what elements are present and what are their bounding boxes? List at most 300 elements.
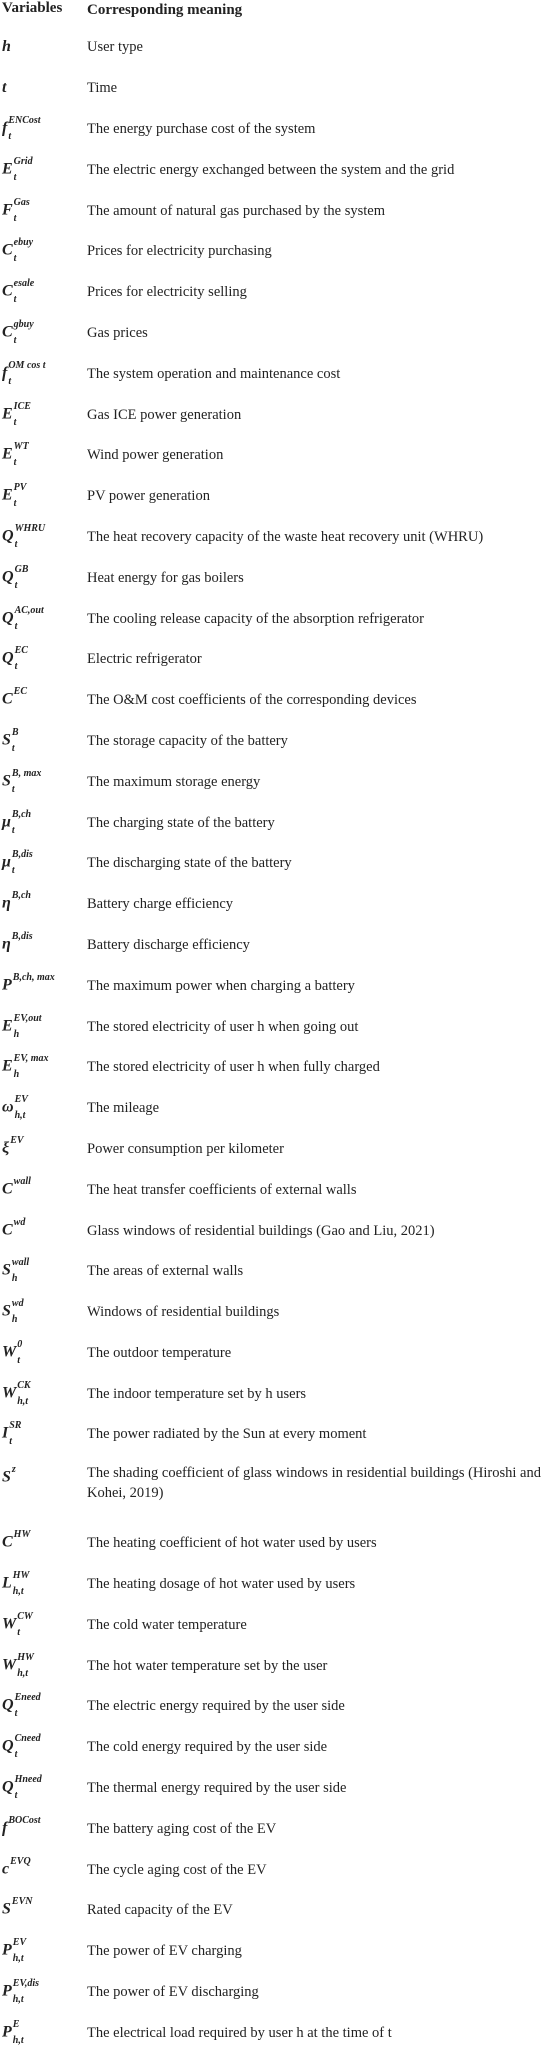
symbol-superscript: EC: [13, 686, 28, 698]
variable-symbol: [0, 1528, 87, 1558]
variable-symbol: [0, 848, 87, 878]
symbol-subscript: t: [9, 1436, 13, 1448]
variable-meaning: Battery discharge efficiency: [87, 936, 250, 953]
symbol-subscript: t: [11, 742, 15, 754]
variable-meaning: The cooling release capacity of the absorption refrigerator: [87, 610, 424, 627]
symbol-superscript: Cneed: [14, 1733, 41, 1745]
symbol-scripts: [12, 808, 62, 838]
symbol-superscript: wd: [13, 1216, 26, 1228]
symbol-superscript: ENCost: [8, 114, 41, 126]
table-row: [0, 639, 558, 680]
symbol-subscript: t: [14, 661, 18, 673]
variable-symbol: [0, 604, 87, 634]
symbol-base: S: [2, 1901, 11, 1919]
symbol-scripts: [12, 1297, 62, 1327]
symbol-scripts: [14, 1175, 64, 1205]
table-row: [0, 2012, 558, 2053]
symbol-superscript: EV: [12, 1937, 27, 1949]
symbol-scripts: [14, 318, 64, 348]
symbol-scripts: [15, 522, 65, 552]
variable-symbol: [0, 767, 87, 797]
symbol-base: S: [2, 731, 11, 749]
symbol-base: E: [2, 1057, 13, 1075]
variable-symbol: [0, 155, 87, 185]
table-body: [0, 27, 558, 2053]
variable-symbol: [0, 1814, 87, 1844]
symbol-scripts: [14, 196, 64, 226]
table-row: [0, 1972, 558, 2013]
symbol-base: h: [2, 38, 11, 56]
variable-symbol: [0, 1732, 87, 1762]
symbol-superscript: EV,out: [13, 1012, 42, 1024]
symbol-superscript: EC: [14, 645, 28, 657]
symbol-base: C: [2, 242, 13, 260]
variable-meaning: User type: [87, 39, 143, 56]
symbol-scripts: [10, 1134, 60, 1164]
variable-symbol: [0, 359, 87, 389]
variable-symbol: [0, 1463, 87, 1493]
variable-meaning: The indoor temperature set by h users: [87, 1385, 307, 1402]
symbol-base: Q: [2, 1697, 14, 1715]
symbol-base: S: [2, 1302, 11, 1320]
variable-symbol: [0, 726, 87, 756]
symbol-base: Q: [2, 650, 14, 668]
variable-meaning: The energy purchase cost of the system: [87, 120, 316, 137]
variable-symbol: [0, 1977, 87, 2007]
symbol-base: E: [2, 1017, 13, 1035]
symbol-scripts: [15, 563, 65, 593]
symbol-scripts: [17, 1610, 67, 1640]
symbol-superscript: CW: [17, 1610, 33, 1622]
symbol-base: W: [2, 1656, 17, 1674]
symbol-subscript: h,t: [12, 1994, 24, 2006]
symbol-base: f: [2, 1819, 8, 1837]
variable-meaning: Heat energy for gas boilers: [87, 569, 244, 586]
variable-meaning: PV power generation: [87, 488, 210, 505]
variable-symbol: [0, 114, 87, 144]
symbol-base: Q: [2, 1778, 14, 1796]
symbol-superscript: CK: [17, 1379, 31, 1391]
symbol-base: ω: [2, 1098, 14, 1116]
table-row: [0, 1564, 558, 1605]
variable-symbol: [0, 808, 87, 838]
table-row: [0, 843, 558, 884]
symbol-scripts: [12, 726, 62, 756]
variable-meaning: Electric refrigerator: [87, 651, 202, 668]
symbol-superscript: B: [11, 726, 19, 738]
symbol-superscript: esale: [13, 278, 35, 290]
symbol-scripts: [14, 400, 64, 430]
symbol-superscript: Gas: [13, 196, 30, 208]
symbol-base: ξ: [2, 1139, 10, 1157]
variable-meaning: The areas of external walls: [87, 1263, 244, 1280]
variable-meaning: The stored electricity of user h when fully charged: [87, 1059, 380, 1076]
symbol-subscript: t: [13, 416, 17, 428]
variable-symbol: [0, 889, 87, 919]
symbol-subscript: t: [13, 334, 17, 346]
symbol-superscript: WHRU: [14, 522, 46, 534]
variable-meaning: The cold energy required by the user side: [87, 1739, 328, 1756]
variable-symbol: [0, 1134, 87, 1164]
variable-meaning: The power radiated by the Sun at every moment: [87, 1426, 367, 1443]
variable-meaning: The cycle aging cost of the EV: [87, 1861, 267, 1878]
variable-symbol: [0, 79, 87, 97]
table-row: [0, 1129, 558, 1170]
symbol-base: W: [2, 1615, 17, 1633]
table-row: [0, 761, 558, 802]
variable-meaning: The battery aging cost of the EV: [87, 1820, 277, 1837]
symbol-superscript: wall: [13, 1175, 31, 1187]
variable-meaning: Glass windows of residential buildings (Gao and Liu, 2021): [87, 1222, 435, 1239]
table-row: [0, 1169, 558, 1210]
symbol-superscript: B,ch: [11, 808, 32, 820]
variable-symbol: [0, 1256, 87, 1286]
symbol-superscript: B,ch: [11, 890, 31, 902]
symbol-scripts: [15, 1732, 65, 1762]
table-row: [0, 1088, 558, 1129]
variable-symbol: [0, 1855, 87, 1885]
symbol-subscript: h,t: [17, 1667, 29, 1679]
table-row: [0, 1523, 558, 1564]
variable-meaning: Battery charge efficiency: [87, 896, 233, 913]
header-variables: Variables: [2, 0, 63, 16]
symbol-superscript: Eneed: [14, 1692, 41, 1704]
symbol-superscript: B,dis: [11, 849, 33, 861]
symbol-subscript: t: [13, 294, 17, 306]
symbol-base: f: [2, 119, 8, 137]
symbol-base: C: [2, 1533, 13, 1551]
table-row: [0, 149, 558, 190]
symbol-superscript: B, max: [11, 767, 42, 779]
variable-meaning: The electric energy exchanged between the system and the grid: [87, 161, 455, 178]
symbol-base: S: [2, 1261, 11, 1279]
symbol-superscript: HW: [12, 1570, 30, 1582]
symbol-base: Q: [2, 527, 14, 545]
symbol-scripts: [8, 114, 58, 144]
symbol-superscript: 0: [17, 1338, 23, 1350]
variable-symbol: [0, 930, 87, 960]
symbol-scripts: [17, 1379, 67, 1409]
variable-meaning: The discharging state of the battery: [87, 855, 292, 872]
symbol-superscript: z: [11, 1463, 16, 1475]
symbol-subscript: h,t: [17, 1395, 29, 1407]
table-row: [0, 598, 558, 639]
variable-meaning: The cold water temperature: [87, 1616, 247, 1633]
symbol-scripts: [9, 1419, 59, 1449]
variable-meaning: Windows of residential buildings: [87, 1304, 280, 1321]
table-row: [0, 1455, 558, 1523]
symbol-subscript: t: [13, 253, 17, 265]
variable-meaning: Wind power generation: [87, 447, 224, 464]
symbol-base: η: [2, 894, 11, 912]
symbol-base: S: [2, 772, 11, 790]
table-row: [0, 1414, 558, 1455]
symbol-superscript: EV: [14, 1094, 28, 1106]
symbol-subscript: t: [14, 579, 18, 591]
variable-meaning: The power of EV charging: [87, 1943, 242, 1960]
symbol-base: S: [2, 1468, 11, 1486]
symbol-base: P: [2, 976, 12, 994]
table-row: [0, 1768, 558, 1809]
symbol-scripts: [12, 1463, 62, 1493]
symbol-base: W: [2, 1343, 17, 1361]
variable-symbol: [0, 1651, 87, 1681]
symbol-base: η: [2, 935, 11, 953]
variable-meaning: Prices for electricity selling: [87, 284, 247, 301]
symbol-base: E: [2, 486, 13, 504]
table-row: [0, 1210, 558, 1251]
variable-symbol: [0, 1936, 87, 1966]
variable-symbol: [0, 400, 87, 430]
symbol-scripts: [12, 848, 62, 878]
symbol-superscript: EV, max: [13, 1053, 49, 1065]
variable-symbol: [0, 1419, 87, 1449]
variable-meaning: Power consumption per kilometer: [87, 1140, 284, 1157]
variable-meaning: The heating dosage of hot water used by users: [87, 1576, 356, 1593]
variable-symbol: [0, 1175, 87, 1205]
symbol-scripts: [14, 1052, 64, 1082]
header-meaning: Corresponding meaning: [87, 2, 243, 18]
symbol-base: W: [2, 1384, 17, 1402]
table-row: [0, 1645, 558, 1686]
symbol-base: μ: [2, 813, 11, 831]
symbol-subscript: t: [17, 1626, 21, 1638]
symbol-scripts: [8, 359, 58, 389]
symbol-superscript: Grid: [13, 155, 33, 167]
symbol-superscript: B,ch, max: [12, 971, 55, 983]
table-row: [0, 1686, 558, 1727]
variable-symbol: [0, 522, 87, 552]
table-row: [0, 517, 558, 558]
variable-meaning: The mileage: [87, 1100, 160, 1117]
symbol-scripts: [13, 971, 63, 1001]
variable-symbol: [0, 196, 87, 226]
symbol-superscript: gbuy: [13, 318, 34, 330]
variable-symbol: [0, 1338, 87, 1368]
symbol-scripts: [15, 604, 65, 634]
symbol-base: E: [2, 405, 13, 423]
symbol-superscript: EV,dis: [12, 1978, 40, 1990]
symbol-superscript: BOCost: [8, 1814, 41, 1826]
symbol-superscript: HW: [17, 1651, 34, 1663]
symbol-base: P: [2, 2023, 12, 2041]
symbol-scripts: [14, 685, 64, 715]
variable-meaning: The outdoor temperature: [87, 1344, 232, 1361]
symbol-superscript: Hneed: [14, 1774, 42, 1786]
variable-symbol: [0, 1569, 87, 1599]
symbol-scripts: [14, 277, 64, 307]
variable-meaning: Gas prices: [87, 324, 148, 341]
variable-symbol: [0, 1773, 87, 1803]
symbol-scripts: [15, 644, 65, 674]
symbol-scripts: [14, 155, 64, 185]
variable-meaning: The heat recovery capacity of the waste heat recovery unit (WHRU): [87, 528, 484, 545]
variable-symbol: [0, 277, 87, 307]
symbol-subscript: h,t: [12, 1953, 24, 1965]
symbol-scripts: [14, 1012, 64, 1042]
symbol-scripts: [13, 1936, 63, 1966]
symbol-superscript: SR: [9, 1420, 22, 1432]
table-row: [0, 1006, 558, 1047]
symbol-scripts: [12, 1895, 62, 1925]
symbol-superscript: ebuy: [13, 237, 34, 249]
table-row: [0, 109, 558, 150]
symbol-base: P: [2, 1982, 12, 2000]
table-row: [0, 721, 558, 762]
symbol-scripts: [13, 2018, 63, 2048]
variable-symbol: [0, 318, 87, 348]
variable-symbol: [0, 1093, 87, 1123]
symbol-subscript: h,t: [14, 1110, 26, 1122]
variable-meaning: The O&M cost coefficients of the corresponding devices: [87, 692, 417, 709]
table-row: [0, 1333, 558, 1374]
symbol-subscript: t: [13, 457, 17, 469]
symbol-scripts: [13, 1569, 63, 1599]
variable-meaning: The thermal energy required by the user side: [87, 1780, 347, 1797]
symbol-base: Q: [2, 1737, 14, 1755]
symbol-scripts: [14, 236, 64, 266]
table-row: [0, 1808, 558, 1849]
variable-meaning: The system operation and maintenance cost: [87, 365, 341, 382]
symbol-subscript: t: [8, 375, 12, 387]
variable-meaning: The maximum power when charging a battery: [87, 977, 355, 994]
symbol-base: f: [2, 364, 8, 382]
variable-meaning: The hot water temperature set by the user: [87, 1657, 328, 1674]
symbol-scripts: [15, 1773, 65, 1803]
variable-symbol: [0, 38, 87, 56]
table-row: [0, 313, 558, 354]
symbol-base: Q: [2, 609, 14, 627]
variable-meaning: Gas ICE power generation: [87, 406, 242, 423]
symbol-subscript: h,t: [12, 2034, 24, 2046]
variable-meaning: Prices for electricity purchasing: [87, 243, 272, 260]
symbol-scripts: [12, 767, 62, 797]
symbol-scripts: [12, 889, 62, 919]
symbol-subscript: t: [14, 538, 18, 550]
table-header: [0, 0, 558, 24]
symbol-subscript: h: [11, 1314, 18, 1326]
symbol-base: C: [2, 323, 13, 341]
symbol-superscript: EVN: [11, 1896, 33, 1908]
symbol-subscript: t: [11, 824, 15, 836]
table-row: [0, 1890, 558, 1931]
variable-meaning: The charging state of the battery: [87, 814, 275, 831]
symbol-superscript: AC,out: [14, 604, 44, 616]
table-row: [0, 1931, 558, 1972]
symbol-subscript: h,t: [12, 1586, 24, 1598]
table-row: [0, 1373, 558, 1414]
symbol-base: C: [2, 1180, 13, 1198]
variable-meaning: The storage capacity of the battery: [87, 732, 288, 749]
symbol-subscript: t: [11, 865, 15, 877]
symbol-scripts: [12, 930, 62, 960]
variable-symbol: [0, 2018, 87, 2048]
symbol-scripts: [15, 1691, 65, 1721]
symbol-scripts: [17, 1338, 67, 1368]
variable-meaning: The shading coefficient of glass windows in residential buildings (Hiroshi and Kohei, 2019): [87, 1464, 541, 1501]
variable-symbol: [0, 1895, 87, 1925]
variable-symbol: [0, 685, 87, 715]
table-row: [0, 557, 558, 598]
table-row: [0, 1292, 558, 1333]
variable-meaning: Time: [87, 80, 118, 97]
variable-meaning: The amount of natural gas purchased by the system: [87, 202, 385, 219]
variable-meaning: The stored electricity of user h when going out: [87, 1018, 359, 1035]
symbol-scripts: [14, 1216, 64, 1246]
table-row: [0, 1849, 558, 1890]
symbol-superscript: E: [12, 2018, 20, 2030]
variable-meaning: The electric energy required by the user side: [87, 1698, 345, 1715]
variable-symbol: [0, 1379, 87, 1409]
table-row: [0, 476, 558, 517]
symbol-scripts: [14, 1528, 64, 1558]
table-row: [0, 1047, 558, 1088]
symbol-subscript: t: [13, 212, 17, 224]
symbol-base: L: [2, 1574, 12, 1592]
table-row: [0, 965, 558, 1006]
symbol-superscript: HW: [13, 1529, 31, 1541]
symbol-subscript: h: [11, 1273, 18, 1285]
symbol-subscript: t: [14, 1749, 18, 1761]
symbol-superscript: GB: [14, 563, 29, 575]
symbol-superscript: PV: [13, 482, 27, 494]
symbol-base: E: [2, 446, 13, 464]
symbol-base: c: [2, 1860, 10, 1878]
variable-meaning: The power of EV discharging: [87, 1984, 259, 2001]
symbol-scripts: [8, 1814, 58, 1844]
variable-symbol: [0, 563, 87, 593]
symbol-base: t: [2, 79, 7, 97]
table-row: [0, 190, 558, 231]
symbol-base: C: [2, 1221, 13, 1239]
symbol-superscript: ICE: [13, 400, 31, 412]
variable-symbol: [0, 971, 87, 1001]
variable-symbol: [0, 644, 87, 674]
symbol-scripts: [13, 1977, 63, 2007]
symbol-subscript: t: [14, 620, 18, 632]
symbol-base: C: [2, 282, 13, 300]
variable-meaning: Rated capacity of the EV: [87, 1902, 233, 1919]
symbol-scripts: [17, 1651, 67, 1681]
symbol-subscript: t: [14, 1790, 18, 1802]
symbol-superscript: wall: [11, 1257, 30, 1269]
symbol-base: P: [2, 1941, 12, 1959]
variable-symbol: [0, 1012, 87, 1042]
table-row: [0, 231, 558, 272]
symbol-superscript: wd: [11, 1298, 24, 1310]
symbol-superscript: EVQ: [10, 1855, 31, 1867]
table-row: [0, 435, 558, 476]
table-row: [0, 802, 558, 843]
table-row: [0, 272, 558, 313]
symbol-scripts: [14, 481, 64, 511]
variable-symbol: [0, 1691, 87, 1721]
table-row: [0, 1604, 558, 1645]
symbol-scripts: [12, 1256, 62, 1286]
symbol-superscript: WT: [13, 441, 29, 453]
symbol-subscript: t: [13, 171, 17, 183]
variable-meaning: The maximum storage energy: [87, 773, 261, 790]
variable-symbol: [0, 1052, 87, 1082]
variable-symbol: [0, 1297, 87, 1327]
symbol-subscript: t: [14, 1708, 18, 1720]
variable-symbol: [0, 236, 87, 266]
table-row: [0, 1727, 558, 1768]
symbol-scripts: [10, 1855, 60, 1885]
symbol-base: Q: [2, 568, 14, 586]
table-row: [0, 353, 558, 394]
symbol-subscript: t: [11, 783, 15, 795]
